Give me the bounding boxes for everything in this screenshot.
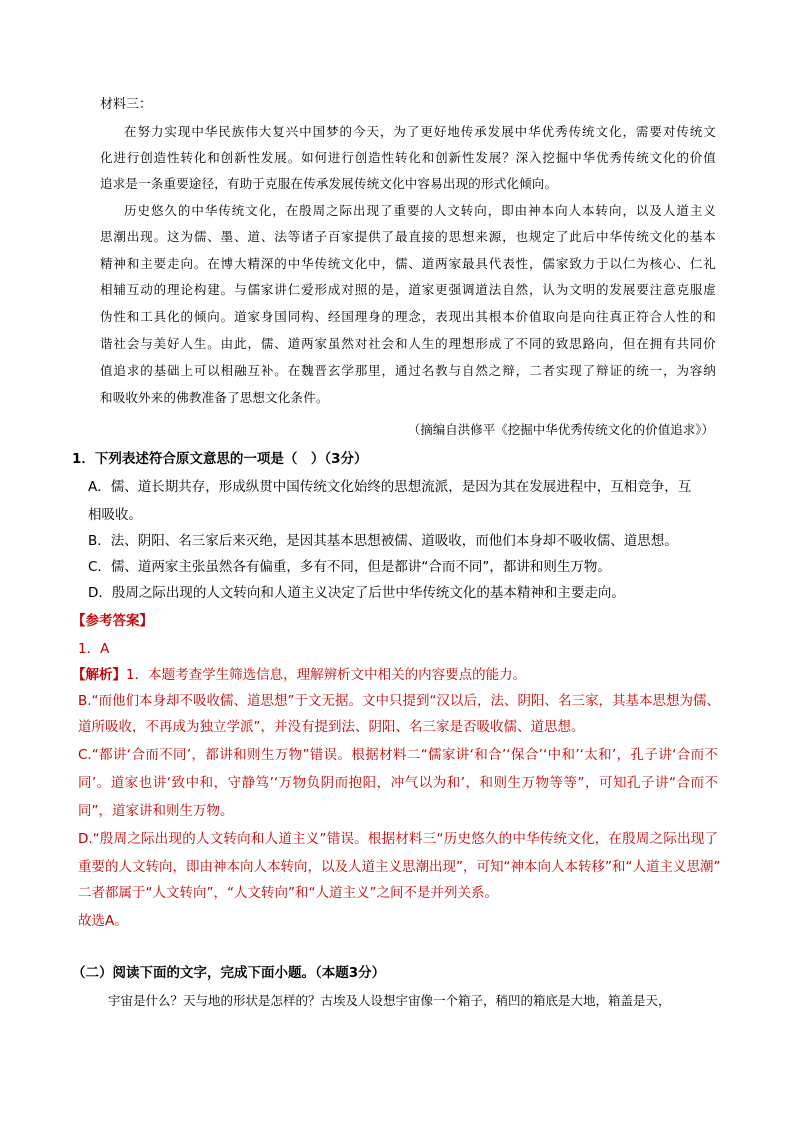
option-a: A．儒、道长期共存，形成纵贯中国传统文化始终的思想流派，是因为其在发展进程中，互相竞争，互 (88, 479, 692, 495)
material-paragraph-line: 在努力实现中华民族伟大复兴中国梦的今天，为了更好地传承发展中华优秀传统文化，需要对传统文 (124, 124, 716, 139)
material-paragraph-line: 追求是一条重要途径，有助于克服在传承发展传统文化中容易出现的形式化倾向。 (100, 176, 558, 191)
material-paragraph-line: 思潮出现。这为儒、墨、道、法等诸子百家提供了最直接的思想来源，也规定了此后中华传统文化的基本 (100, 229, 716, 244)
material-paragraph-line: 值追求的基础上可以相融互补。在魏晋玄学那里，通过名教与自然之辩，二者实现了辩证的统一，为容纳 (100, 363, 716, 378)
option-d: D．殷周之际出现的人文转向和人道主义决定了后世中华传统文化的基本精神和主要走向。 (88, 585, 625, 601)
option-b: B．法、阴阳、名三家后来灭绝，是因其基本思想被儒、道吸收，而他们本身却不吸收儒、道思想。 (88, 533, 678, 549)
answer-value: 1．A (78, 641, 110, 657)
material-heading: 材料三： (100, 97, 153, 112)
analysis-first-line (72, 666, 526, 684)
answer-label: 【参考答案】 (72, 613, 153, 629)
material-paragraph-line: 相辅互动的理论构建。与儒家讲仁爱形成对照的是，道家更强调道法自然，认为文明的发展要注意克服虚 (100, 282, 716, 297)
passage-first-line: 宇宙是什么？天与地的形状是怎样的？古埃及人设想宇宙像一个箱子，稍凹的箱底是大地，箱盖是天， (108, 993, 671, 1008)
option-c: C．儒、道两家主张虽然各有偏重，多有不同，但是都讲“合而不同”，都讲和则生万物。 (88, 559, 611, 575)
material-paragraph-line: 谐社会与美好人生。由此，儒、道两家虽然对社会和人生的理想形成了不同的致思路向，但在拥有共同价 (100, 336, 716, 351)
analysis-line: C.“都讲‘合而不同’，都讲和则生万物”错误。根据材料二“儒家讲‘和合’‘保合’‘中和’‘太和’，孔子讲‘合而不 (78, 747, 718, 763)
analysis-line: D.“殷周之际出现的人文转向和人道主义”错误。根据材料三“历史悠久的中华传统文化，在殷周之际出现了 (78, 831, 718, 847)
material-paragraph-line: 和吸收外来的佛教准备了思想文化条件。 (100, 390, 329, 405)
analysis-intro: 1．本题考查学生筛选信息，理解辨析文中相关的内容要点的能力。 (126, 667, 527, 683)
material-paragraph-line: 伪性和工具化的倾向。道家身国同构、经国理身的理念，表现出其根本价值取向是向往真正符合人性的和 (100, 309, 716, 324)
material-paragraph-line: 历史悠久的中华传统文化，在殷周之际出现了重要的人文转向，即由神本向人本转向，以及人道主义 (124, 203, 716, 218)
analysis-conclusion: 故选A。 (78, 913, 128, 929)
analysis-line: B.“而他们本身却不吸收儒、道思想”于文无据。文中只提到“汉以后，法、阴阳、名三家，其基本思想为儒、 (78, 693, 721, 709)
analysis-label: 【解析】 (72, 667, 126, 683)
material-paragraph-line: 精神和主要走向。在博大精深的中华传统文化中，儒、道两家最具代表性，儒家致力于以仁为核心、仁礼 (100, 256, 716, 271)
question-stem: 1．下列表述符合原文意思的一项是（ ）（3分） (72, 451, 368, 467)
source-citation: （摘编自洪修平《挖掘中华优秀传统文化的价值追求》） (407, 422, 714, 437)
analysis-line: 二者都属于“人文转向”，“人文转向”和“人道主义”之间不是并列关系。 (78, 885, 498, 901)
analysis-line: 同’。道家也讲‘致中和，守静笃’‘万物负阴而抱阳，冲气以为和’，和则生万物等等”，可知孔子讲“合而不 (78, 775, 718, 791)
analysis-line: 道所吸收，不再成为独立学派”，并没有提到法、阴阳、名三家是否吸收儒、道思想。 (78, 719, 585, 735)
analysis-line: 同”，道家讲和则生万物。 (78, 803, 234, 819)
material-paragraph-line: 化进行创造性转化和创新性发展。如何进行创造性转化和创新性发展？深入挖掘中华优秀传统文化的价值 (100, 150, 716, 165)
section-heading: （二）阅读下面的文字，完成下面小题。（本题3分） (72, 965, 386, 981)
analysis-line: 重要的人文转向，即由神本向人本转向，以及人道主义思潮出现”，可知“神本向人本转移”和“人道主义思潮” (78, 859, 721, 875)
option-a-continued: 相吸收。 (88, 507, 142, 523)
